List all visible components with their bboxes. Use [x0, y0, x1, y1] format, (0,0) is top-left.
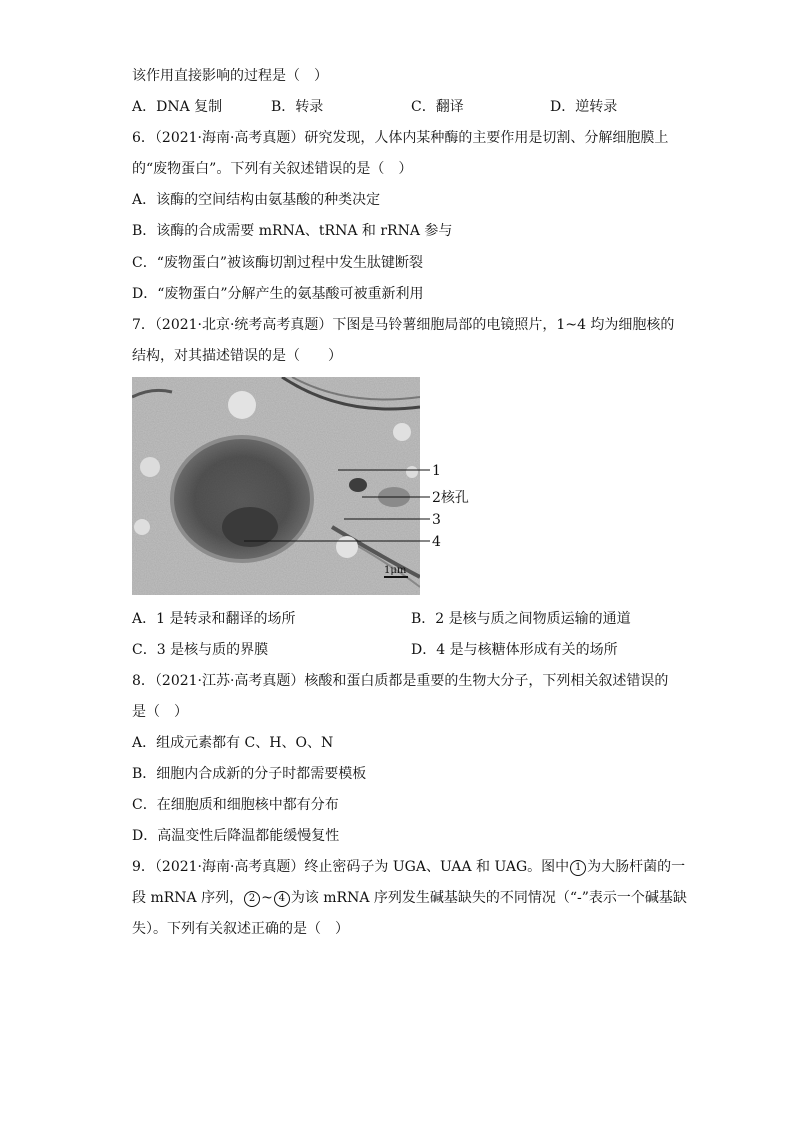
- q8-option-d: D．高温变性后降温都能缓慢复性: [132, 828, 340, 844]
- micrograph-svg: [132, 377, 420, 595]
- leader-lines-ext: [420, 463, 432, 548]
- q9-line-2: [132, 888, 687, 908]
- q6-line-1: 6．（2021·海南·高考真题）研究发现，人体内某种酶的主要作用是切割、分解细胞膜上: [132, 130, 669, 146]
- q9-line-2-text-a: 段 mRNA 序列，: [132, 890, 244, 906]
- q6-option-d: D．“废物蛋白”分解产生的氨基酸可被重新利用: [132, 286, 424, 302]
- cell-micrograph-figure: [132, 377, 420, 595]
- q7-line-2: 结构，对其描述错误的是（ ）: [132, 348, 342, 364]
- q6-option-b: B．该酶的合成需要 mRNA、tRNA 和 rRNA 参与: [132, 223, 453, 239]
- q9-line-1: [132, 857, 685, 877]
- q9-line-1-text-a: 9．（2021·海南·高考真题）终止密码子为 UGA、UAA 和 UAG。图中: [132, 859, 570, 875]
- scale-bar-label: 1μm: [384, 565, 407, 576]
- q7-option-c: C．3 是核与质的界膜: [132, 642, 269, 658]
- q9-line-3: 失）。下列有关叙述正确的是（ ）: [132, 921, 349, 937]
- q8-option-b: B．细胞内合成新的分子时都需要模板: [132, 766, 367, 782]
- q8-option-c: C．在细胞质和细胞核中都有分布: [132, 797, 339, 813]
- q9-line-1-text-b: 为大肠杆菌的一: [587, 859, 686, 875]
- q6-option-c: C．“废物蛋白”被该酶切割过程中发生肽键断裂: [132, 255, 424, 271]
- figure-label-4: 4: [432, 534, 441, 550]
- q6-line-2: 的“废物蛋白”。下列有关叙述错误的是（ ）: [132, 161, 413, 177]
- q5-option-d: D．逆转录: [550, 99, 618, 115]
- q7-option-d: D．4 是与核糖体形成有关的场所: [411, 642, 618, 658]
- figure-label-3: 3: [432, 512, 441, 528]
- figure-label-1: 1: [432, 463, 441, 479]
- q6-option-a: A．该酶的空间结构由氨基酸的种类决定: [132, 192, 381, 208]
- circled-2: 2: [244, 891, 260, 907]
- circled-4: 4: [274, 891, 290, 907]
- q8-line-1: 8．（2021·江苏·高考真题）核酸和蛋白质都是重要的生物大分子，下列相关叙述错误的: [132, 673, 669, 689]
- q7-option-a: A．1 是转录和翻译的场所: [132, 611, 296, 627]
- q9-line-2-text-b: ~: [261, 890, 273, 906]
- q7-line-1: 7．（2021·北京·统考高考真题）下图是马铃薯细胞局部的电镜照片，1~4 均为细胞核的: [132, 317, 675, 333]
- q5-option-a: A．DNA 复制: [132, 99, 223, 115]
- q5-option-c: C．翻译: [411, 99, 464, 115]
- q7-option-b: B．2 是核与质之间物质运输的通道: [411, 611, 631, 627]
- micrograph-image: [132, 377, 420, 595]
- q5-option-b: B．转录: [271, 99, 324, 115]
- q8-line-2: 是（ ）: [132, 704, 188, 720]
- intro-line: 该作用直接影响的过程是（ ）: [132, 68, 328, 84]
- q8-option-a: A．组成元素都有 C、H、O、N: [132, 735, 334, 751]
- figure-label-2-nuclear-pore: 2核孔: [432, 490, 469, 506]
- q9-line-2-text-c: 为该 mRNA 序列发生碱基缺失的不同情况（“-”表示一个碱基缺: [290, 890, 687, 906]
- circled-1: 1: [570, 860, 586, 876]
